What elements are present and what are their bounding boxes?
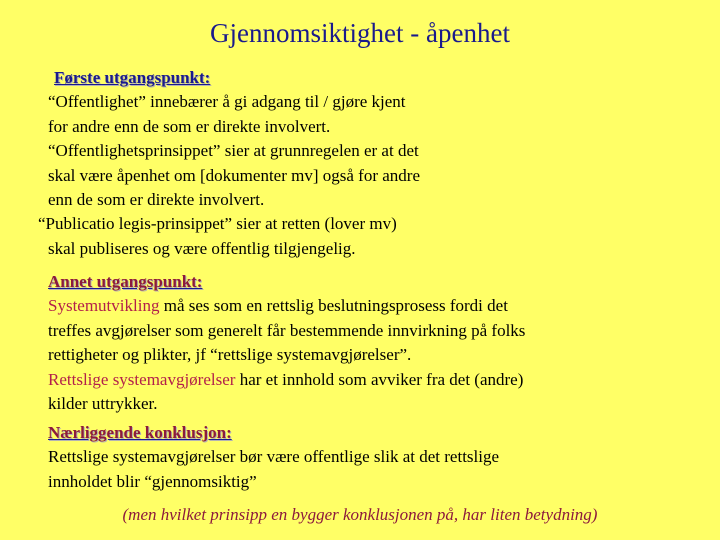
text-line: rettigheter og plikter, jf “rettslige systemavgjørelser”. <box>48 345 412 365</box>
text-line <box>48 368 525 392</box>
section-second-premise <box>48 270 525 416</box>
text-line <box>48 294 525 318</box>
term-highlight: Systemutvikling <box>48 296 160 316</box>
term-highlight: Rettslige systemavgjørelser <box>48 369 236 389</box>
slide-title: Gjennomsiktighet - åpenhet <box>210 18 510 48</box>
text-line: treffes avgjørelser som generelt får bestemmende innvirkning på folks <box>48 320 526 340</box>
footnote: (men hvilket prinsipp en bygger konklusjonen på, har liten betydning) <box>122 505 598 524</box>
section-heading: Annet utgangspunkt: <box>48 272 203 291</box>
text-line: enn de som er direkte involvert. <box>48 190 265 210</box>
text-line: skal publiseres og være offentlig tilgjengelig. <box>48 238 356 258</box>
text-line: Rettslige systemavgjørelser bør være offentlige slik at det rettslige <box>48 447 500 467</box>
text-line: skal være åpenhet om [dokumenter mv] også for andre <box>48 165 420 185</box>
section-conclusion <box>48 421 499 494</box>
text-line: “Offentlighetsprinsippet” sier at grunnregelen er at det <box>48 141 419 161</box>
text-line: for andre enn de som er direkte involvert. <box>48 116 331 136</box>
section-heading: Nærliggende konklusjon: <box>48 423 232 442</box>
text-line: “Offentlighet” innebærer å gi adgang til / gjøre kjent <box>48 92 406 112</box>
text-span: har et innhold som avviker fra det (andre) <box>235 369 524 389</box>
section-heading: Første utgangspunkt: <box>54 68 211 87</box>
text-line: kilder uttrykker. <box>48 394 158 414</box>
text-line: innholdet blir “gjennomsiktig” <box>48 471 257 491</box>
text-line: “Publicatio legis-prinsippet” sier at retten (lover mv) <box>38 214 397 234</box>
section-first-premise <box>38 66 420 261</box>
text-span: må ses som en rettslig beslutningsprosess fordi det <box>159 296 508 316</box>
